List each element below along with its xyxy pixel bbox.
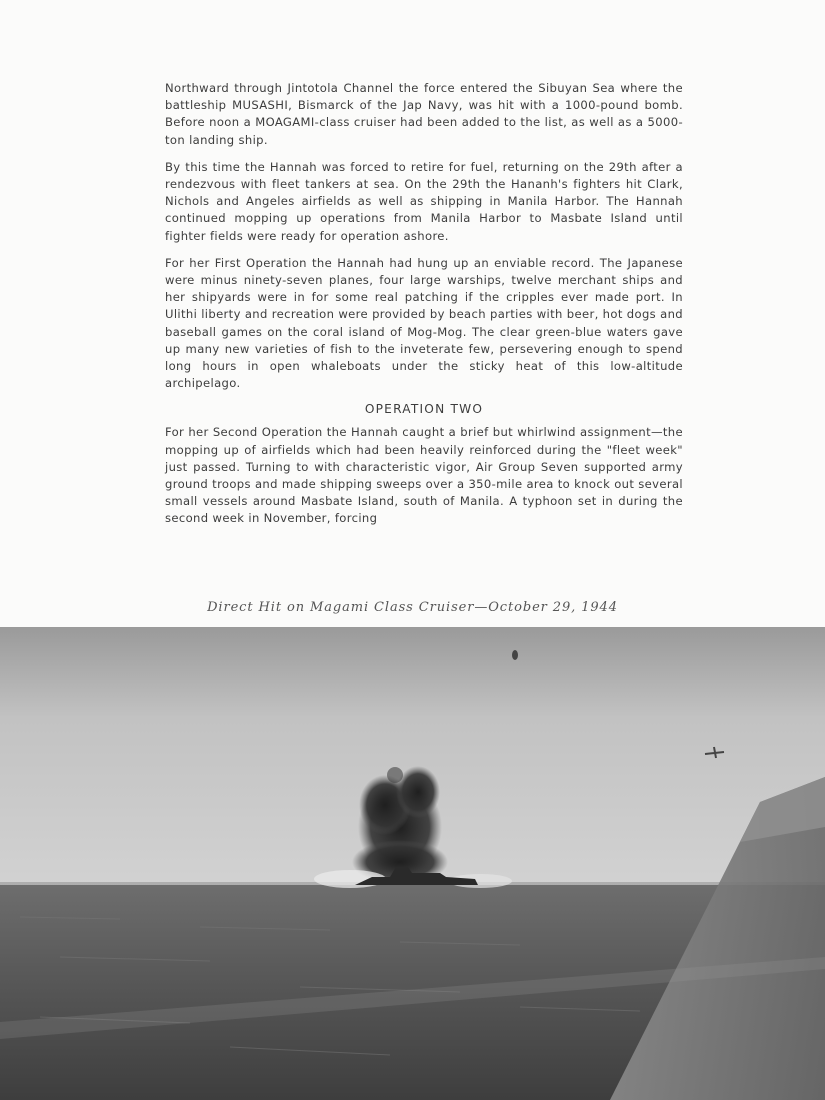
cruiser-hit-photo: [0, 627, 825, 1100]
section-heading: OPERATION TWO: [364, 402, 484, 417]
speck: [512, 650, 518, 660]
paragraph-second-operation: For her Second Operation the Hannah caught a brief but whirlwind assignment—the mopping up of airfields which had been heavily reinforced during the "fleet week" just passed. Turning to with characteristic vigor, Air Group Seven supported army ground troops and made shipping sweeps over a 350-mile area to knock out several small vessels around Masbate Island, south of Manila. A typhoon set in during the second week in November, forcing: [165, 425, 683, 526]
paragraph-first-operation: For her First Operation the Hannah had hung up an enviable record. The Japanese were minus ninety-seven planes, four large warships, twelve merchant ships and her shipyards were in for some real patching if the cripples ever made port. In Ulithi liberty and recreation were provided by beach parties with beer, hot dogs and baseball games on the coral island of Mog-Mog. The clear green-blue waters gave up many new varieties of fish to the inveterate few, persevering enough to spend long hours in open whaleboats under the sticky heat of this low-altitude archipelago.: [165, 255, 683, 391]
photo-caption: Direct Hit on Magami Class Cruiser—October 29, 1944: [207, 600, 618, 615]
paragraph-sibuyan-sea: Northward through Jintotola Channel the force entered the Sibuyan Sea where the battleship MUSASHI, Bismarck of the Jap Navy, was hit with a 1000-pound bomb. Before noon a MOAGAMI-class cruiser had been added to the list, as well as a 5000-ton landing ship.: [165, 81, 683, 147]
paragraph-retire-for-fuel: By this time the Hannah was forced to retire for fuel, returning on the 29th after a rendezvous with fleet tankers at sea. On the 29th the Hananh's fighters hit Clark, Nichols and Angeles airfields as well as shipping in Manila Harbor. The Hannah continued mopping up operations from Manila Harbor to Masbate Island until fighter fields were ready for operation ashore.: [165, 159, 683, 243]
text-column: [165, 80, 683, 538]
